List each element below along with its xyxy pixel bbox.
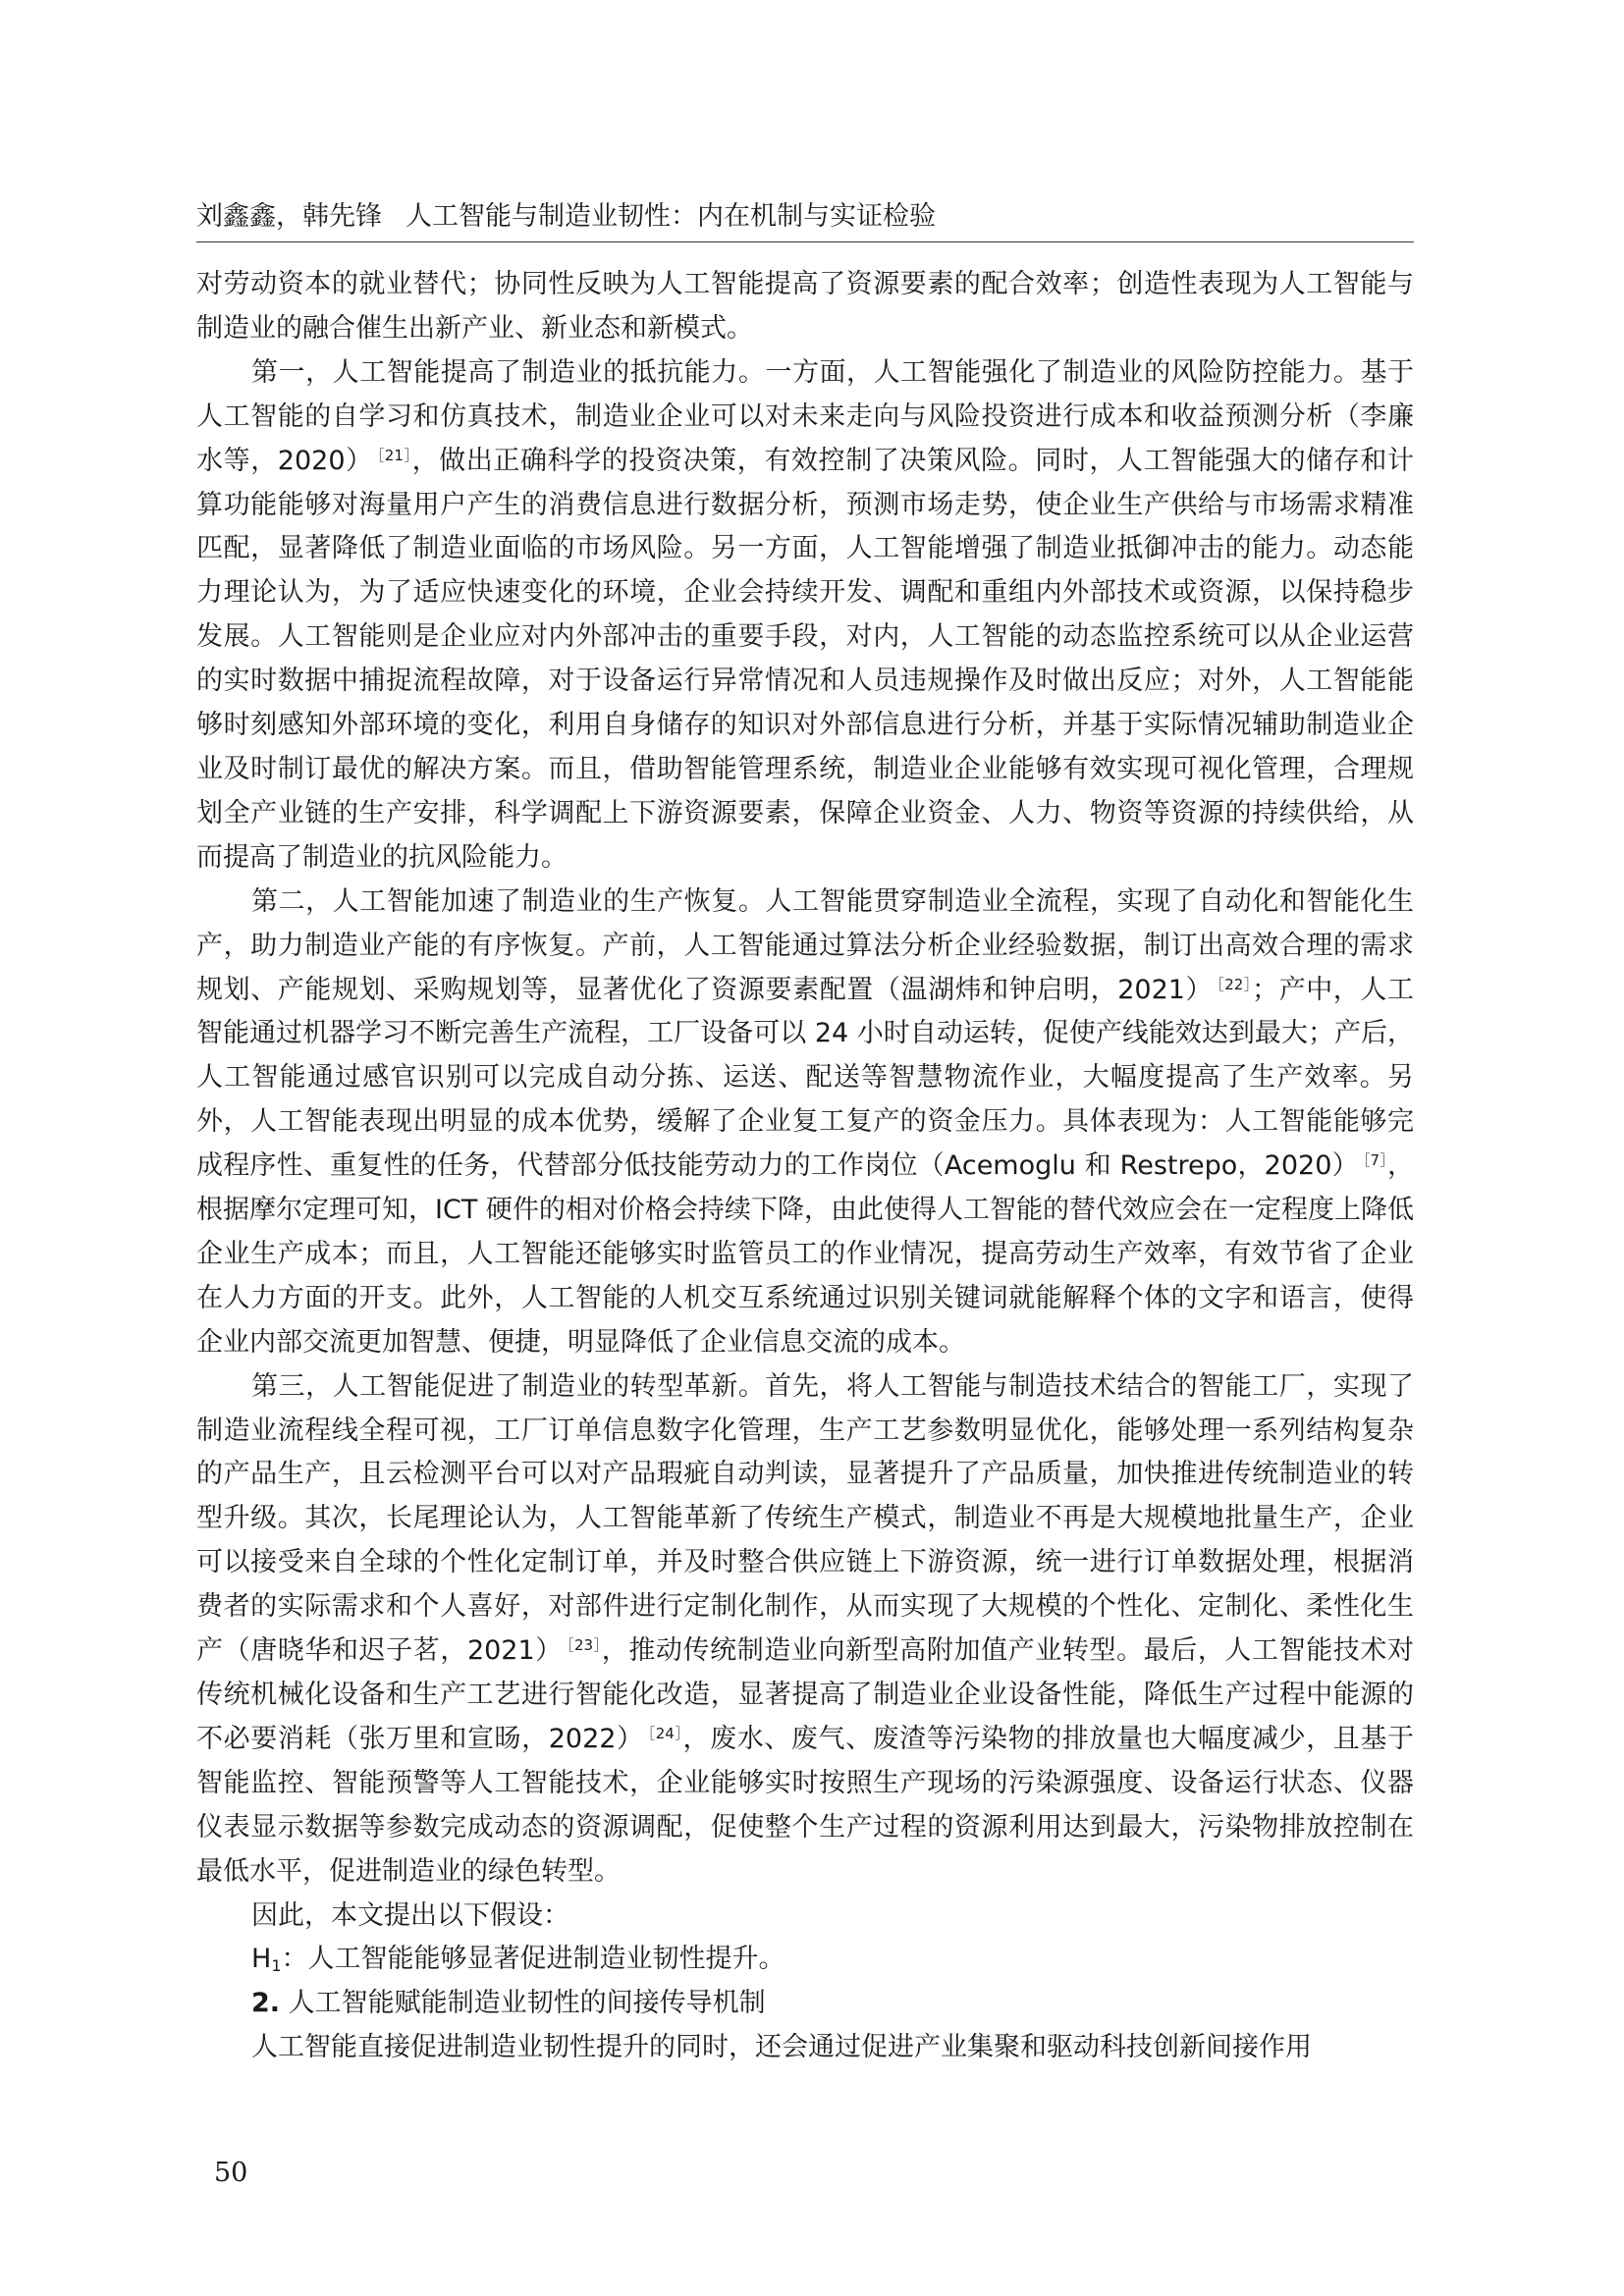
running-header: [196, 199, 1414, 235]
paragraph-hypothesis-intro: 因此，本文提出以下假设：: [251, 1899, 569, 1931]
header-title: 人工智能与制造业韧性：内在机制与实证检验: [406, 201, 936, 232]
citation-ref: ［7］: [1362, 1151, 1387, 1170]
citation-ref: ［24］: [647, 1724, 683, 1742]
citation-ref: ［23］: [566, 1636, 602, 1655]
hypothesis-subscript: 1: [271, 1956, 282, 1976]
hypothesis-label: H: [251, 1944, 272, 1975]
paragraph-resistance: 第一，人工智能提高了制造业的抵抗能力。一方面，人工智能强化了制造业的风险防控能力。基于人工智能的自学习和仿真技术，制造业企业可以对未来走向与风险投资进行成本和收益预测分析（李廉水等，2020） $^{[21]}$，做出正确科学的投资决策，有效控制了决策风险。同时，人工智能强大的储存和计算功能能够对海量用户产生的消费信息进行数据分析，预测市场走势，使企业生产供给与市场需求精准匹配，显著降低了制造业面临的市场风险。另一方面，人工智能增强了制造业抵御冲击的能力。动态能力理论认为，为了适应快速变化的环境，企业会持续开发、调配和重组内外部技术或资源，以保持稳步发展。人工智能则是企业应对内外部冲击的重要手段，对内，人工智能的动态监控系统可以从企业运营的实时数据中捕捉流程故障，对于设备运行异常情况和人员违规操作及时做出反应；对外，人工智能能够时刻感知外部环境的变化，利用自身储存的知识对外部信息进行分析，并基于实际情况辅助制造业企业及时制订最优的解决方案。而且，借助智能管理系统，制造业企业能够有效实现可视化管理，合理规划全产业链的生产安排，科学调配上下游资源要素，保障企业资金、人力、物资等资源的持续供给，从而提高了制造业的抗风险能力。: [196, 356, 1415, 873]
header-rule: [196, 241, 1414, 242]
page-number: 50: [214, 2158, 248, 2188]
paragraph-0: 对劳动资本的就业替代；协同性反映为人工智能提高了资源要素的配合效率；创造性表现为人工智能与制造业的融合催生出新产业、新业态和新模式。: [196, 269, 1414, 344]
heading-text: 人工智能赋能制造业韧性的间接传导机制: [288, 1988, 766, 2019]
paragraph-indirect: 人工智能直接促进制造业韧性提升的同时，还会通过促进产业集聚和驱动科技创新间接作用: [251, 2032, 1312, 2063]
hypothesis-h1: [196, 1938, 1414, 1982]
citation-ref: ［22］: [1217, 975, 1253, 993]
section-heading: [196, 1982, 1414, 2026]
article-body: [196, 263, 1414, 2070]
paragraph-transformation: 第三，人工智能促进了制造业的转型革新。首先，将人工智能与制造技术结合的智能工厂，实现了制造业流程线全程可视，工厂订单信息数字化管理，生产工艺参数明显优化，能够处理一系列结构复杂的产品生产，且云检测平台可以对产品瑕疵自动判读，显著提升了产品质量，加快推进传统制造业的转型升级。其次，长尾理论认为，人工智能革新了传统生产模式，制造业不再是大规模地批量生产，企业可以接受来自全球的个性化定制订单，并及时整合供应链上下游资源，统一进行订单数据处理，根据消费者的实际需求和个人喜好，对部件进行定制化制作，从而实现了大规模的个性化、定制化、柔性化生产（唐晓华和迟子茗，2021） $^{[23]}$，推动传统制造业向新型高附加值产业转型。最后，人工智能技术对传统机械化设备和生产工艺进行智能化改造，显著提高了制造业企业设备性能，降低生产过程中能源的不必要消耗（张万里和宣旸，2022） $^{[24]}$，废水、废气、废渣等污染物的排放量也大幅度减少，且基于智能监控、智能预警等人工智能技术，企业能够实时按照生产现场的污染源强度、设备运行状态、仪器仪表显示数据等参数完成动态的资源调配，促使整个生产过程的资源利用达到最大，污染物排放控制在最低水平，促进制造业的绿色转型。: [196, 1370, 1414, 1887]
header-authors: 刘鑫鑫，韩先锋: [196, 201, 382, 232]
paragraph-recovery: 第二，人工智能加速了制造业的生产恢复。人工智能贯穿制造业全流程，实现了自动化和智能化生产，助力制造业产能的有序恢复。产前，人工智能通过算法分析企业经验数据，制订出高效合理的需求规划、产能规划、采购规划等，显著优化了资源要素配置（温湖炜和钟启明，2021） $^{[22]}$；产中，人工智能通过机器学习不断完善生产流程，工厂设备可以 24 小时自动运转，促使产线能效达到最大；产后，人工智能通过感官识别可以完成自动分拣、运送、配送等智慧物流作业，大幅度提高了生产效率。另外，人工智能表现出明显的成本优势，缓解了企业复工复产的资金压力。具体表现为：人工智能能够完成程序性、重复性的任务，代替部分低技能劳动力的工作岗位（Acemoglu 和 Restrepo，2020） $^{[7]}$，根据摩尔定理可知，ICT 硬件的相对价格会持续下降，由此使得人工智能的替代效应会在一定程度上降低企业生产成本；而且，人工智能还能够实时监管员工的作业情况，提高劳动生产效率，有效节省了企业在人力方面的开支。此外，人工智能的人机交互系统通过识别关键词就能解释个体的文字和语言，使得企业内部交流更加智慧、便捷，明显降低了企业信息交流的成本。: [196, 885, 1414, 1358]
citation-ref: ［21］: [376, 446, 412, 464]
heading-number: 2.: [251, 1988, 281, 2019]
hypothesis-text: ：人工智能能够显著促进制造业韧性提升。: [281, 1944, 785, 1975]
